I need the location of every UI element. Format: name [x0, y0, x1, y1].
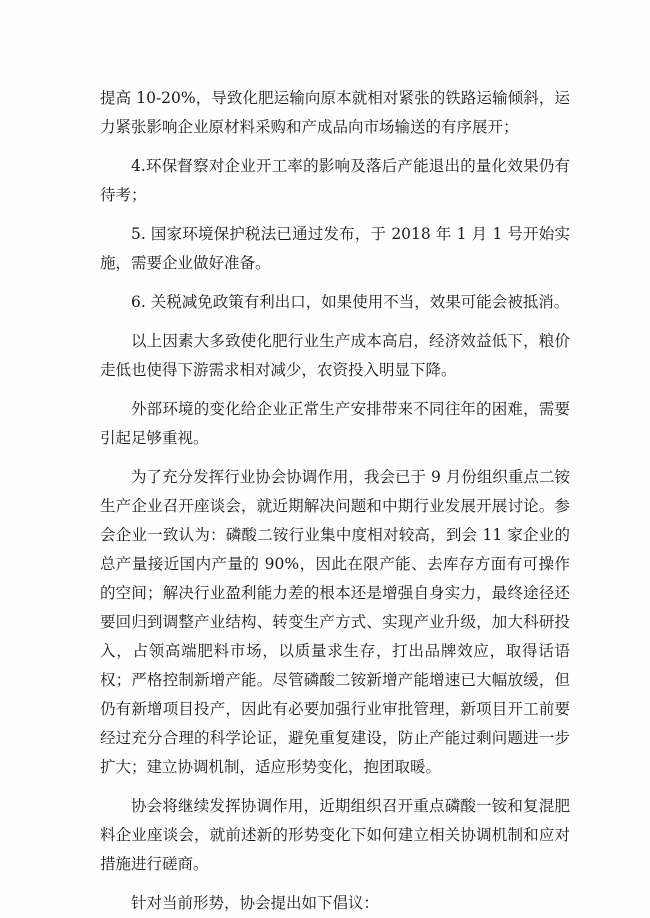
paragraph-item-5: 5. 国家环境保护税法已通过发布，于 2018 年 1 月 1 号开始实施，需要企业做好准备。 — [100, 225, 570, 272]
paragraph-continuation: 提高 10-20%，导致化肥运输向原本就相对紧张的铁路运输倾斜，运力紧张影响企业原材料采购和产成品向市场输送的有序展开； — [100, 89, 570, 136]
paragraph-proposal-intro: 针对当前形势，协会提出如下倡议： — [131, 894, 380, 912]
paragraph-item-6: 6. 关税减免政策有利出口，如果使用不当，效果可能会被抵消。 — [131, 293, 570, 311]
paragraph-coordination: 协会将继续发挥协调作用，近期组织召开重点磷酸一铵和复混肥料企业座谈会，就前述新的形势变化下如何建立相关协调机制和应对措施进行磋商。 — [100, 797, 570, 873]
document-body — [100, 84, 570, 918]
paragraph-summary: 以上因素大多致使化肥行业生产成本高启，经济效益低下，粮价走低也使得下游需求相对减少，农资投入明显下降。 — [100, 332, 570, 379]
paragraph-meeting: 为了充分发挥行业协会协调作用，我会已于 9 月份组织重点二铵生产企业召开座谈会，就近期解决问题和中期行业发展开展讨论。参会企业一致认为：磷酸二铵行业集中度相对较高，到会 11 家企业的总产量接近国内产量的 90%，因此在限产能、去库存方面有可操作的空间；解决行业盈利能力差的根本还是增强自身实力，最终途径还要回归到调整产业结构、转变生产方式、实现产业升级，加大科研投入，占领高端肥料市场，以质量求生存，打出品牌效应，取得话语权；严格控制新增产能。尽管磷酸二铵新增产能增速已大幅放缓，但仍有新增项目投产，因此有必要加强行业审批管理，新项目开工前要经过充分合理的科学论证，避免重复建设，防止产能过剩问题进一步扩大；建立协调机制，适应形势变化，抱团取暖。 — [100, 468, 570, 776]
paragraph-attention: 外部环境的变化给企业正常生产安排带来不同往年的困难，需要引起足够重视。 — [100, 400, 570, 447]
paragraph-item-4: 4.环保督察对企业开工率的影响及落后产能退出的量化效果仍有待考； — [100, 157, 570, 204]
